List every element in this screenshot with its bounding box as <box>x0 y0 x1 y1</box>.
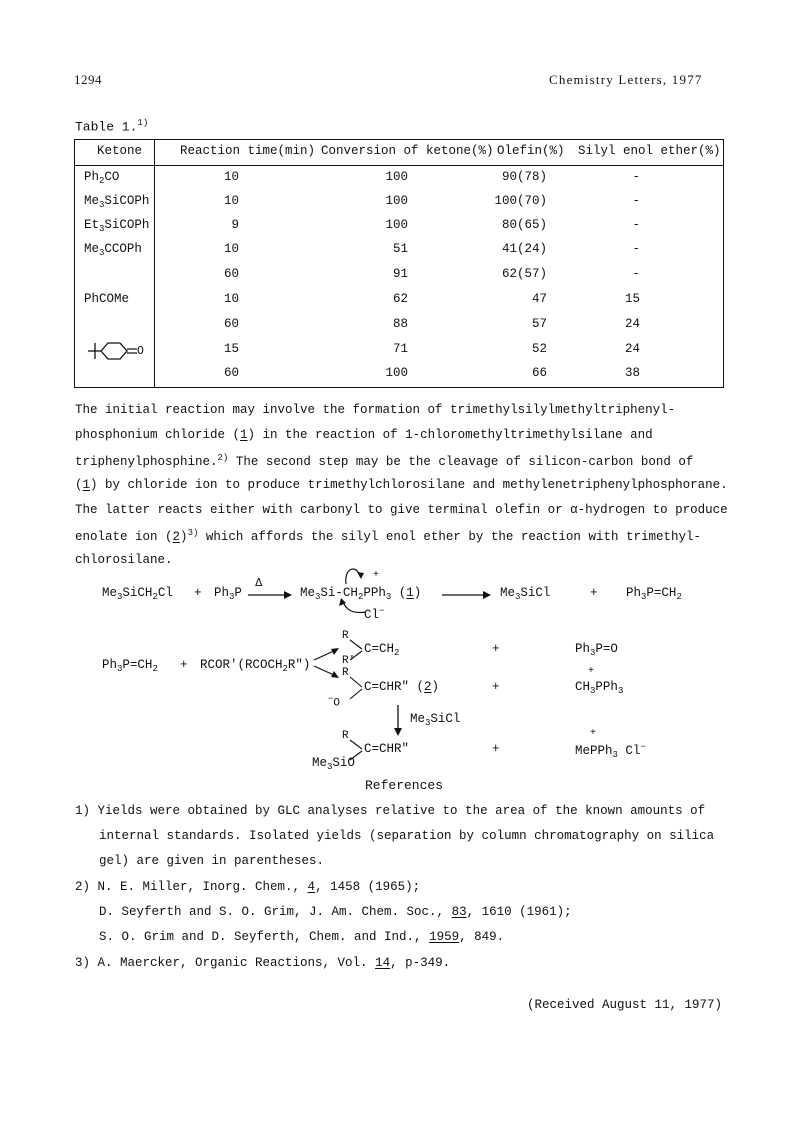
received-date: (Received August 11, 1977) <box>527 998 723 1012</box>
plus-charge-3: + <box>590 728 597 739</box>
paragraph-line-1: The initial reaction may involve the formation of trimethylsilylmethyltriphenyl- <box>75 403 676 417</box>
silyl-enol-ether: C=CHR" <box>364 742 410 756</box>
time-cell: 10 <box>223 194 239 208</box>
reactant-chloromethylsilane: $Me_3SiCH_2Cl$ <box>102 586 173 602</box>
reference-1-line-2: internal standards. Isolated yields (separation by column chromatography on silica <box>99 829 715 843</box>
down-arrow <box>392 705 404 737</box>
curved-arrow-top <box>340 562 370 590</box>
product-trimethylchlorosilane: $Me_3SiCl$ <box>500 586 551 602</box>
methyltriphenylphosphonium-chloride: MePPh$_3$ Cl− <box>575 742 646 761</box>
product-ylide: $Ph_3P=CH_2$ <box>626 586 682 602</box>
reference-2-line-2: D. Seyferth and S. O. Grim, J. Am. Chem. Soc., 83, 1610 (1961); <box>99 905 572 919</box>
olefin-cell: 66 <box>531 366 547 380</box>
reactant-ylide: $Ph_3P=CH_2$ <box>102 658 158 674</box>
branch-arrows <box>312 642 342 682</box>
silyl-cell: - <box>632 242 640 256</box>
references-heading: References <box>365 778 444 793</box>
reference-3: 3) A. Maercker, Organic Reactions, Vol. 14, p-349. <box>75 956 451 970</box>
time-cell: 60 <box>223 267 239 281</box>
ketone-cell: $Me_3SiCOPh$ <box>84 194 150 210</box>
tert-butylcyclohexanone-structure <box>85 338 155 364</box>
conversion-cell: 51 <box>392 242 408 256</box>
olefin-cell: 47 <box>531 292 547 306</box>
plus-sign-6: + <box>492 742 500 756</box>
conversion-cell: 100 <box>385 170 408 184</box>
header-silyl-enol-ether: Silyl enol ether(%) <box>578 144 721 158</box>
methyltriphenylphosphonium: $CH_3PPh_3$ <box>575 680 624 696</box>
olefin-cell: 41(24) <box>501 242 547 256</box>
reaction-scheme <box>90 560 710 780</box>
olefin-r: R <box>342 630 349 642</box>
silyl-enol-r: R <box>342 730 349 742</box>
olefin-cell: 57 <box>531 317 547 331</box>
time-cell: 60 <box>223 366 239 380</box>
paragraph-line-6: enolate ion $(2)^{3)}$ which affords the silyl enol ether by the reaction with trimethyl- <box>75 528 701 545</box>
paragraph-line-4: (1) by chloride ion to produce trimethylchlorosilane and methylenetriphenylphosphorane. <box>75 478 728 492</box>
olefin-cell: 100(70) <box>494 194 547 208</box>
enolate-oxygen: −O <box>328 694 341 710</box>
paragraph-line-3: triphenylphosphine.$^{2)}$ The second step may be the cleavage of silicon-carbon bond of <box>75 453 694 470</box>
reactant-triphenylphosphine: $Ph_3P$ <box>214 586 242 602</box>
silyl-cell: 15 <box>624 292 640 306</box>
ketone-cell: PhCOMe <box>84 292 130 306</box>
olefin-r-prime: R' <box>342 655 356 667</box>
ketone-cell: $Ph_2CO$ <box>84 170 120 186</box>
carbonyl-oxygen-label: O <box>137 345 144 358</box>
enolate-r: R <box>342 667 349 679</box>
reference-1-line-3: gel) are given in parentheses. <box>99 854 325 868</box>
conversion-cell: 91 <box>392 267 408 281</box>
conversion-cell: 71 <box>392 342 408 356</box>
conversion-cell: 100 <box>385 366 408 380</box>
time-cell: 60 <box>223 317 239 331</box>
silyl-cell: 24 <box>624 317 640 331</box>
plus-charge: + <box>373 570 380 581</box>
conversion-cell: 62 <box>392 292 408 306</box>
time-cell: 10 <box>223 242 239 256</box>
silyl-cell: - <box>632 218 640 232</box>
silyl-cell: 38 <box>624 366 640 380</box>
triphenylphosphine-oxide: $Ph_3P=O$ <box>575 642 618 658</box>
ketone-cell: $Me_3CCOPh$ <box>84 242 142 258</box>
conversion-cell: 88 <box>392 317 408 331</box>
time-cell: 15 <box>223 342 239 356</box>
running-head: Chemistry Letters, 1977 <box>549 72 703 87</box>
header-conversion: Conversion of ketone(%) <box>321 144 494 158</box>
reactant-ketone: $RCOR'(RCOCH_2R")$ <box>200 658 311 674</box>
reaction-arrow <box>248 590 293 600</box>
conversion-cell: 100 <box>385 194 408 208</box>
olefin-cell: 52 <box>531 342 547 356</box>
time-cell: 9 <box>231 218 239 232</box>
enolate-ion: C=CHR" (2) <box>364 680 440 694</box>
header-olefin: Olefin(%) <box>497 144 565 158</box>
time-cell: 10 <box>223 292 239 306</box>
reaction-arrow-2 <box>442 590 492 600</box>
reagent-trimethylchlorosilane: $Me_3SiCl$ <box>410 712 461 728</box>
silyl-cell: 24 <box>624 342 640 356</box>
paragraph-line-7: chlorosilane. <box>75 553 173 567</box>
trimethylsiloxy: $Me_3SiO$ <box>312 756 355 772</box>
silyl-cell: - <box>632 194 640 208</box>
table-caption: Table 1.$^{1)}$ <box>75 118 149 135</box>
ketone-cell: $Et_3SiCOPh$ <box>84 218 150 234</box>
reference-2-line-3: S. O. Grim and D. Seyferth, Chem. and Ind., 1959, 849. <box>99 930 505 944</box>
time-cell: 10 <box>223 170 239 184</box>
silyl-cell: - <box>632 267 640 281</box>
olefin-cell: 90(78) <box>501 170 547 184</box>
conversion-cell: 100 <box>385 218 408 232</box>
paragraph-line-5: The latter reacts either with carbonyl to give terminal olefin or α-hydrogen to produce <box>75 503 728 517</box>
paragraph-line-2: phosphonium chloride (1) in the reaction of 1-chloromethyltrimethylsilane and <box>75 428 653 442</box>
plus-sign-5: + <box>492 680 500 694</box>
olefin-product: $C=CH_2$ <box>364 642 400 658</box>
heat-symbol: Δ <box>255 576 263 589</box>
reference-2-line-1: 2) N. E. Miller, Inorg. Chem., 4, 1458 (1965); <box>75 880 421 894</box>
plus-charge-2: + <box>588 666 595 677</box>
results-table <box>74 139 724 388</box>
plus-sign-4: + <box>492 642 500 656</box>
olefin-cell: 80(65) <box>501 218 547 232</box>
page-number: 1294 <box>74 72 102 87</box>
chloride-ion: Cl− <box>364 606 385 623</box>
reference-1-line-1: 1) Yields were obtained by GLC analyses relative to the area of the known amounts of <box>75 804 706 818</box>
header-ketone: Ketone <box>97 144 143 158</box>
plus-sign: + <box>194 586 202 600</box>
plus-sign-2: + <box>590 586 598 600</box>
silyl-cell: - <box>632 170 640 184</box>
header-reaction-time: Reaction time(min) <box>180 144 316 158</box>
olefin-cell: 62(57) <box>501 267 547 281</box>
plus-sign-3: + <box>180 658 188 672</box>
phosphonium-intermediate: $Me_3Si-CH_2PPh_3$ (1) <box>300 586 422 602</box>
